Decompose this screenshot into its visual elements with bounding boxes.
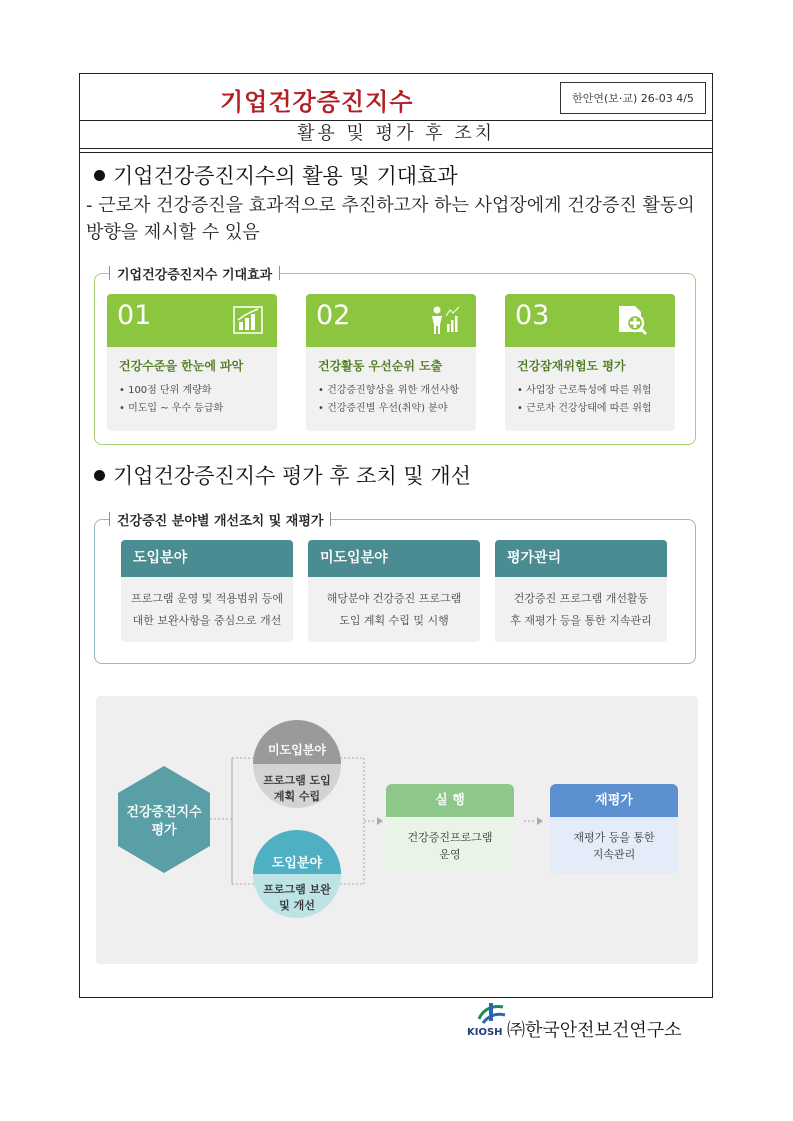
divider (80, 152, 712, 153)
effect-line: • 건강증진별 우선(취약) 분야 (318, 403, 448, 414)
improvement-card-management (495, 540, 667, 642)
panel-label: 건강증진 분야별 개선조치 및 재평가 (109, 510, 331, 529)
improvement-card-title: 미도입분야 (308, 540, 480, 577)
improvement-card-title: 도입분야 (121, 540, 293, 577)
arrow-icon (377, 817, 383, 825)
improvement-card-not-introduced (308, 540, 480, 642)
expected-effects-panel (94, 268, 696, 445)
section-heading-usage (94, 160, 458, 190)
kiosh-logo-icon (473, 1001, 509, 1027)
section-body-text: - 근로자 건강증진을 효과적으로 추진하고자 하는 사업장에게 건강증진 활동의 방향을 제시할 수 있음 (86, 195, 695, 243)
worker-growth-icon (424, 304, 468, 336)
flow-reassess-title: 재평가 (550, 784, 678, 817)
organization-name: ㈜한국안전보건연구소 (507, 1020, 682, 1041)
effect-card-02 (306, 294, 476, 431)
bullet-icon (94, 470, 105, 481)
section-heading-text: 기업건강증진지수 평가 후 조치 및 개선 (113, 464, 471, 488)
flow-branch-bottom-body: 프로그램 보완 및 개선 (263, 883, 331, 912)
improvement-panel (94, 514, 696, 664)
document-code-box: 한안연(보·교) 26-03 4/5 (560, 82, 706, 114)
improvement-card-line: 해당분야 건강증진 프로그램 (326, 592, 462, 605)
flow-execute-title: 실 행 (386, 784, 514, 817)
effect-line: • 사업장 근로특성에 따른 위험 (517, 385, 652, 396)
document-title: 기업건강증진지수 (220, 88, 414, 116)
effect-card-01 (107, 294, 277, 431)
panel-label: 기업건강증진지수 기대효과 (109, 264, 280, 283)
divider (80, 148, 712, 149)
improvement-card-title: 평가관리 (495, 540, 667, 577)
section-heading-improvement (94, 460, 471, 490)
flow-branch-top-body: 프로그램 도입 계획 수립 (263, 774, 331, 803)
health-search-icon (615, 304, 649, 336)
effect-line: • 미도입 ~ 우수 등급화 (119, 403, 224, 414)
improvement-card-line: 건강증진 프로그램 개선활동 (513, 592, 649, 605)
improvement-card-introduced (121, 540, 293, 642)
effect-number: 01 (117, 300, 152, 331)
flow-reassess-body: 재평가 등을 통한 지속관리 (573, 831, 655, 861)
effect-number: 03 (515, 300, 550, 331)
section-heading-text: 기업건강증진지수의 활용 및 기대효과 (113, 164, 458, 188)
effect-line: • 100점 단위 계량화 (119, 385, 212, 396)
effect-title: 건강활동 우선순위 도출 (318, 359, 443, 373)
document-frame (79, 73, 713, 998)
effect-line: • 근로자 건강상태에 따른 위험 (517, 403, 652, 414)
effect-card-03 (505, 294, 675, 431)
header (80, 74, 712, 120)
kiosh-logo-text: KIOSH (467, 1027, 503, 1038)
footer (467, 1001, 717, 1041)
flow-execute-box (386, 784, 514, 874)
effect-title: 건강수준을 한눈에 파악 (119, 359, 244, 373)
arrow-icon (537, 817, 543, 825)
flow-start-label: 건강증진지수 평가 (126, 805, 202, 838)
flow-execute-body: 건강증진프로그램 운영 (407, 831, 493, 861)
bar-chart-icon (231, 304, 265, 336)
flow-branch-top-title: 미도입분야 (268, 743, 326, 757)
improvement-card-line: 도입 계획 수립 및 시행 (339, 614, 449, 627)
flow-branch-bottom-title: 도입분야 (271, 856, 323, 871)
flow-reassess-box (550, 784, 678, 874)
improvement-card-line: 후 재평가 등을 통한 지속관리 (510, 614, 652, 627)
improvement-card-line: 대한 보완사항을 중심으로 개선 (132, 614, 282, 627)
effect-title: 건강잠재위험도 평가 (517, 359, 626, 373)
document-subtitle: 활용 및 평가 후 조치 (297, 123, 495, 144)
improvement-card-line: 프로그램 운영 및 적용범위 등에 (130, 592, 284, 605)
effect-line: • 건강증진향상을 위한 개선사항 (318, 385, 460, 396)
bullet-icon (94, 170, 105, 181)
process-flow-diagram (96, 696, 698, 964)
effect-number: 02 (316, 300, 351, 331)
